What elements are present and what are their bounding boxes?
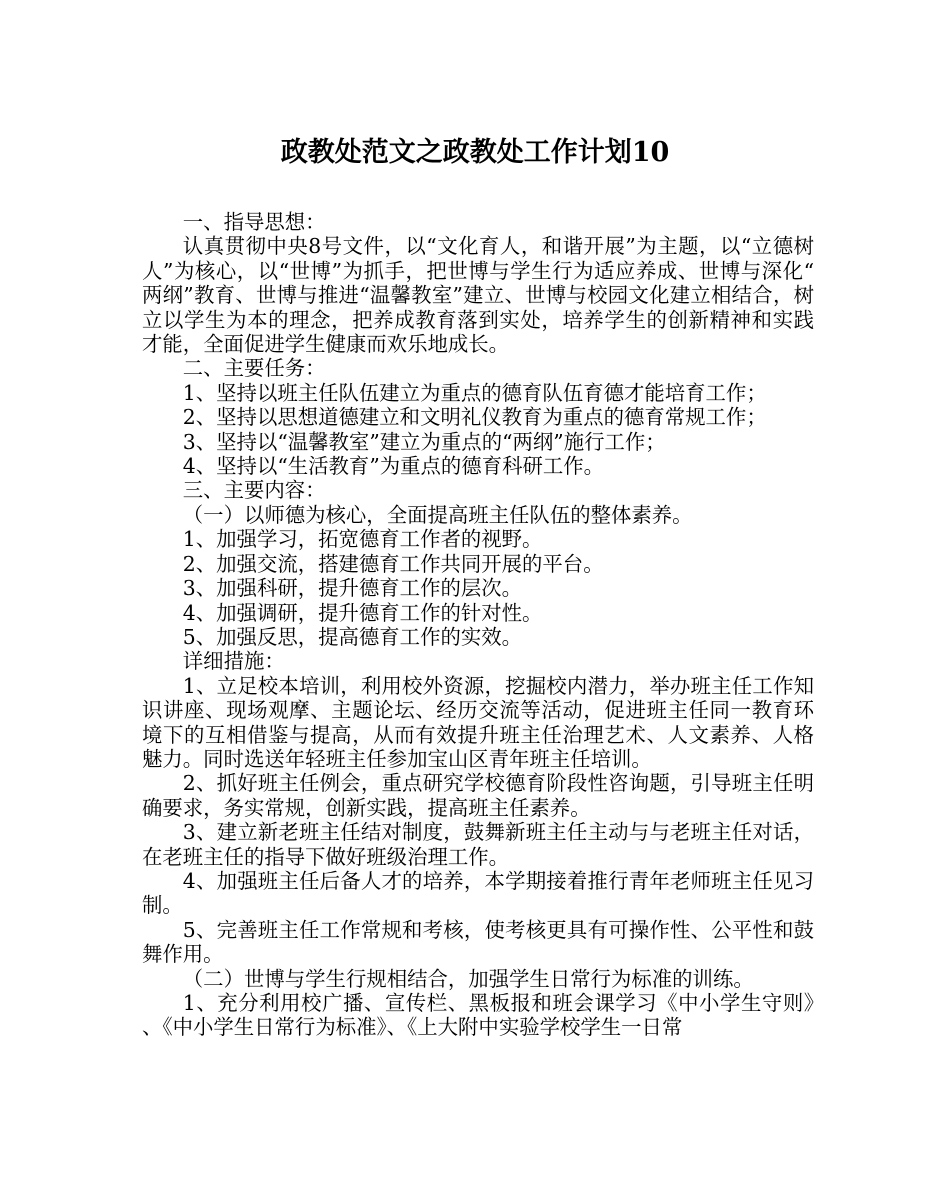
- paragraph: 4、坚持以“生活教育”为重点的德育科研工作。: [182, 454, 605, 479]
- paragraph: 1、坚持以班主任队伍建立为重点的德育队伍育德才能培育工作；: [182, 380, 767, 405]
- paragraph: 3、坚持以“温馨教室”建立为重点的“两纲”施行工作；: [182, 429, 666, 454]
- paragraph: 3、加强科研，提升德育工作的层次。: [182, 576, 523, 601]
- document-body: [142, 210, 814, 1040]
- paragraph: 二、主要任务：: [182, 356, 326, 381]
- paragraph: （一）以师德为核心，全面提高班主任队伍的整体素养。: [182, 502, 693, 527]
- paragraph: 1、立足校本培训，利用校外资源，挖掘校内潜力，举办班主任工作知识讲座、现场观摩、主题论坛、经历交流等活动，促进班主任同一教育环境下的互相借鉴与提高，从而有效提升班主任治理艺术、人文素养、人格魅力。同时选送年轻班主任参加宝山区青年班主任培训。: [142, 673, 814, 771]
- paragraph: 2、坚持以思想道德建立和文明礼仪教育为重点的德育常规工作；: [182, 405, 767, 430]
- paragraph: （二）世博与学生行规相结合，加强学生日常行为标准的训练。: [182, 966, 754, 991]
- paragraph: 2、抓好班主任例会，重点研究学校德育阶段性咨询题，引导班主任明确要求，务实常规，创新实践，提高班主任素养。: [142, 771, 814, 820]
- paragraph: 1、加强学习，拓宽德育工作者的视野。: [182, 527, 543, 552]
- paragraph: 一、指导思想：: [182, 210, 326, 234]
- paragraph: 3、建立新老班主任结对制度，鼓舞新班主任主动与与老班主任对话，在老班主任的指导下做好班级治理工作。: [142, 820, 814, 869]
- paragraph: 4、加强班主任后备人才的培养，本学期接着推行青年老师班主任见习制。: [142, 868, 814, 918]
- paragraph: 5、加强反思，提高德育工作的实效。: [182, 624, 523, 649]
- paragraph: 5、完善班主任工作常规和考核，使考核更具有可操作性、公平性和鼓舞作用。: [142, 917, 814, 967]
- paragraph: 2、加强交流，搭建德育工作共同开展的平台。: [182, 551, 604, 576]
- paragraph: 1、充分利用校广播、宣传栏、黑板报和班会课学习《中小学生守则》、《中小学生日常行为标准》、《上大附中实验学校学生一日常: [142, 991, 814, 1040]
- paragraph: 详细措施：: [182, 649, 285, 674]
- paragraph: 4、加强调研，提升德育工作的针对性。: [182, 600, 543, 625]
- paragraph: 三、主要内容：: [182, 478, 326, 503]
- paragraph: 认真贯彻中央8号文件，以“文化育人，和谐开展”为主题，以“立德树人”为核心，以“世博”为抓手，把世博与学生行为适应养成、世博与深化“两纲”教育、世博与推进“温馨教室”建立、世博与校园文化建立相结合，树立以学生为本的理念，把养成教育落到实处，培养学生的创新精神和实践才能，全面促进学生健康而欢乐地成长。: [142, 234, 814, 357]
- document-title: 政教处范文之政教处工作计划10: [280, 137, 670, 168]
